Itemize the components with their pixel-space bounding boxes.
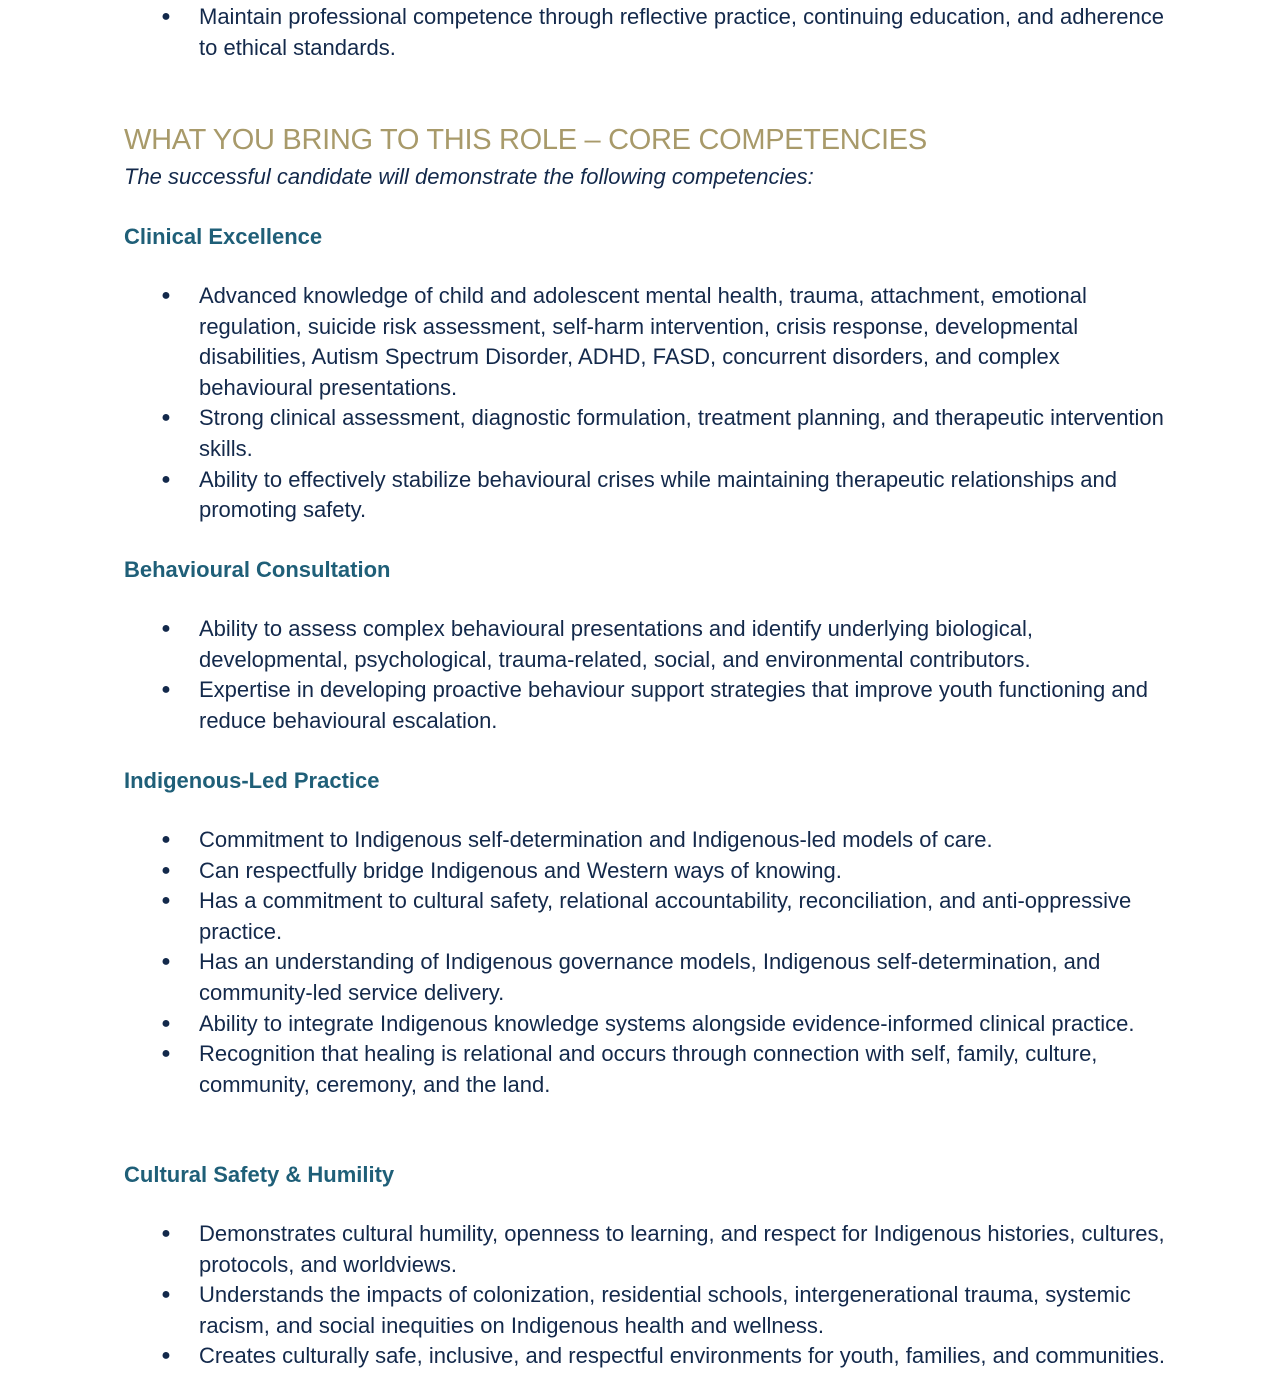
list-item bbox=[0, 465, 1275, 526]
section-intro: The successful candidate will demonstrate the following competencies: bbox=[124, 164, 814, 189]
list-item bbox=[0, 2, 1275, 63]
list-item bbox=[0, 1009, 1275, 1040]
list-item bbox=[0, 1219, 1275, 1280]
bullet-icon: ● bbox=[161, 1225, 171, 1242]
bullet-icon: ● bbox=[161, 470, 171, 488]
list-item-text: Demonstrates cultural humility, openness to learning, and respect for Indigenous histories, cultures, protocols, and worldviews. bbox=[199, 1221, 1165, 1277]
bullet-icon: ● bbox=[161, 1286, 171, 1304]
bullet-icon: ● bbox=[161, 287, 171, 304]
list-item-text: Advanced knowledge of child and adolescent mental health, trauma, attachment, emotional regulation, suicide risk assessment, self-harm intervention, crisis response, developmental disabilities, Autism Spectrum Disorder, ADHD, FASD, concurrent disorders, and complex behavioural presentations. bbox=[199, 283, 1087, 400]
list-item bbox=[0, 675, 1275, 736]
competency-list-clinical-excellence-container bbox=[0, 281, 1275, 526]
list-item-text: Creates culturally safe, inclusive, and respectful environments for youth, families, and communities. bbox=[199, 1343, 1165, 1369]
list-item bbox=[0, 825, 1275, 856]
list-item bbox=[0, 281, 1275, 403]
list-item-text: Ability to assess complex behavioural presentations and identify underlying biological, developmental, psychological, trauma-related, social, and environmental contributors. bbox=[199, 616, 1034, 672]
bullet-icon: ● bbox=[161, 953, 171, 971]
competency-list-clinical-excellence bbox=[0, 281, 1275, 526]
bullet-icon: ● bbox=[161, 1347, 171, 1365]
bullet-icon: ● bbox=[161, 1014, 171, 1032]
bullet-icon: ● bbox=[161, 409, 171, 427]
bullet-icon: ● bbox=[161, 8, 171, 25]
bullet-icon: ● bbox=[161, 681, 171, 699]
list-item bbox=[0, 947, 1275, 1008]
competency-list-cultural-safety-humility bbox=[0, 1219, 1275, 1372]
top-bullet-list bbox=[0, 2, 1275, 63]
list-item-text: Has a commitment to cultural safety, relational accountability, reconciliation, and anti-oppressive practice. bbox=[199, 888, 1132, 944]
list-item bbox=[0, 1280, 1275, 1341]
list-item bbox=[0, 403, 1275, 464]
competency-list-indigenous-led-practice-container bbox=[0, 825, 1275, 1100]
competency-list-indigenous-led-practice bbox=[0, 825, 1275, 1100]
section-title: WHAT YOU BRING TO THIS ROLE – CORE COMPETENCIES bbox=[124, 124, 927, 156]
list-item-text: Has an understanding of Indigenous governance models, Indigenous self-determination, and community-led service delivery. bbox=[199, 949, 1101, 1005]
list-item-text: Recognition that healing is relational and occurs through connection with self, family, culture, community, ceremony, and the land. bbox=[199, 1041, 1098, 1097]
list-item bbox=[0, 1039, 1275, 1100]
list-item-text: Ability to effectively stabilize behavioural crises while maintaining therapeutic relationships and promoting safety. bbox=[199, 466, 1117, 523]
bullet-icon: ● bbox=[161, 620, 171, 637]
competency-heading-cultural-safety-humility: Cultural Safety & Humility bbox=[124, 1162, 395, 1187]
competency-list-behavioural-consultation bbox=[0, 614, 1275, 736]
competency-heading-behavioural-consultation: Behavioural Consultation bbox=[124, 557, 391, 582]
list-item bbox=[0, 1341, 1275, 1372]
bullet-icon: ● bbox=[161, 1045, 171, 1063]
list-item-text: Understands the impacts of colonization, residential schools, intergenerational trauma, systemic racism, and social inequities on Indigenous health and wellness. bbox=[199, 1282, 1131, 1338]
bullet-icon: ● bbox=[161, 861, 171, 879]
list-item-text: Commitment to Indigenous self-determination and Indigenous-led models of care. bbox=[199, 827, 993, 852]
competency-list-behavioural-consultation-container bbox=[0, 614, 1275, 736]
list-item-text: Ability to integrate Indigenous knowledge systems alongside evidence-informed clinical practice. bbox=[199, 1010, 1135, 1036]
list-item bbox=[0, 614, 1275, 675]
bullet-icon: ● bbox=[161, 892, 171, 910]
top-bullet-list-container bbox=[0, 2, 1275, 63]
bullet-icon: ● bbox=[161, 831, 171, 848]
list-item-text: Maintain professional competence through reflective practice, continuing education, and adherence to ethical standards. bbox=[199, 4, 1164, 60]
competency-heading-clinical-excellence: Clinical Excellence bbox=[124, 224, 323, 249]
list-item-text: Strong clinical assessment, diagnostic formulation, treatment planning, and therapeutic intervention skills. bbox=[199, 405, 1164, 461]
competency-list-cultural-safety-humility-container bbox=[0, 1219, 1275, 1372]
competency-heading-indigenous-led-practice: Indigenous-Led Practice bbox=[124, 768, 380, 793]
list-item bbox=[0, 886, 1275, 947]
list-item-text: Expertise in developing proactive behaviour support strategies that improve youth functioning and reduce behavioural escalation. bbox=[199, 677, 1149, 733]
list-item bbox=[0, 856, 1275, 887]
list-item-text: Can respectfully bridge Indigenous and Western ways of knowing. bbox=[199, 857, 842, 883]
